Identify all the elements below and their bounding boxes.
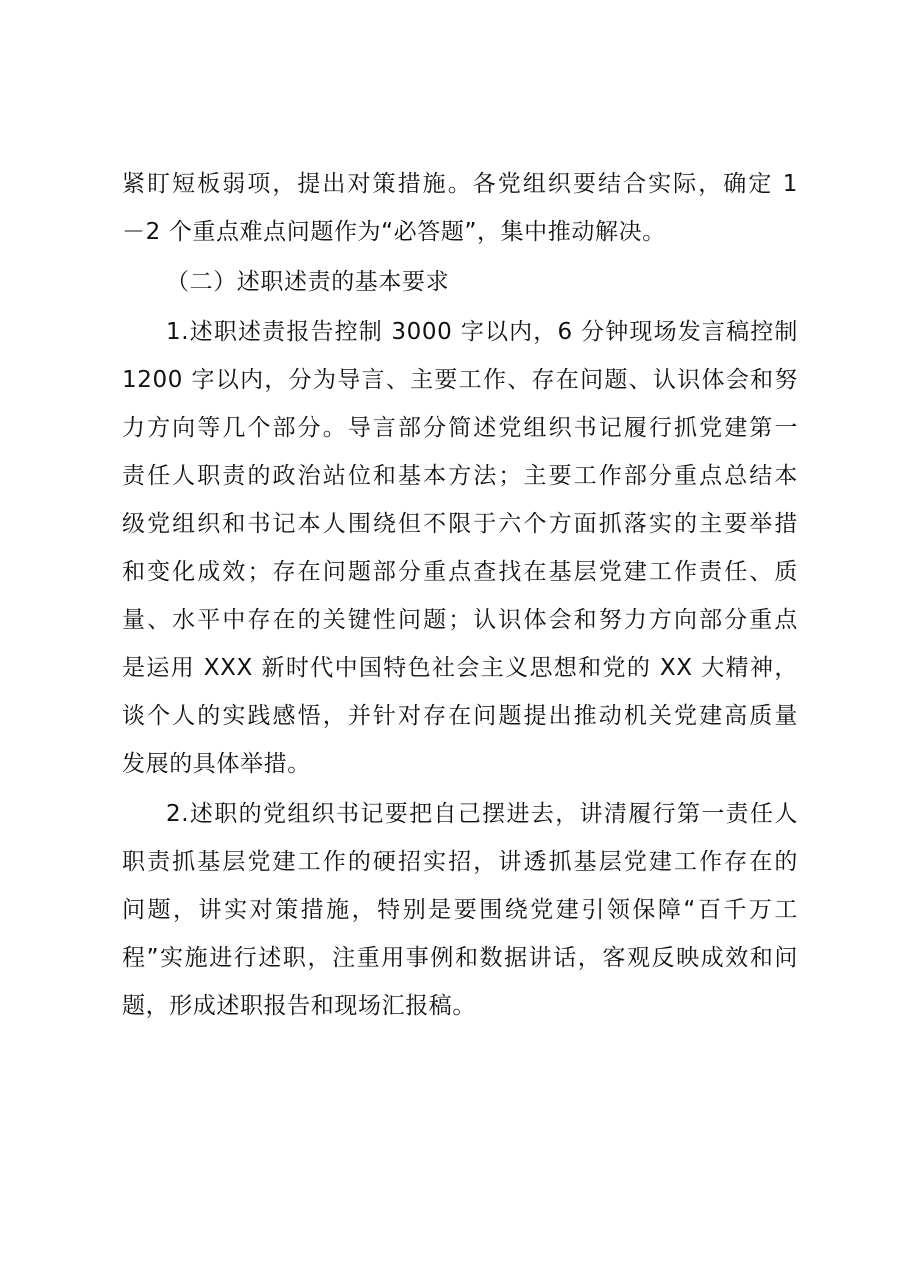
document-body (122, 160, 798, 1030)
text-line: 发展的具体举措。 (122, 751, 311, 777)
text-line: 谈个人的实践感悟，并针对存在问题提出推动机关党建高质量 (122, 703, 798, 729)
text-line: 1200 字以内，分为导言、主要工作、存在问题、认识体会和努 (122, 367, 798, 393)
requirement-item-2 (122, 790, 798, 1030)
text-line: 2.述职的党组织书记要把自己摆进去，讲清履行第一责任人 (166, 801, 798, 827)
text-line: 责任人职责的政治站位和基本方法；主要工作部分重点总结本 (122, 463, 798, 489)
text-line: －2 个重点难点问题作为“必答题”，集中推动解决。 (122, 219, 666, 245)
text-line: 问题，讲实对策措施，特别是要围绕党建引领保障“百千万工 (122, 897, 798, 923)
text-line: 程”实施进行述职，注重用事例和数据讲话，客观反映成效和问 (122, 945, 798, 971)
text-line: 紧盯短板弱项，提出对策措施。各党组织要结合实际，确定 1 (122, 171, 798, 197)
text-line: 量、水平中存在的关键性问题；认识体会和努力方向部分重点 (122, 607, 798, 633)
requirement-item-1 (122, 308, 798, 788)
text-line: 职责抓基层党建工作的硬招实招，讲透抓基层党建工作存在的 (122, 849, 798, 875)
section-heading: （二）述职述责的基本要求 (166, 269, 450, 295)
text-line: 和变化成效；存在问题部分重点查找在基层党建工作责任、质 (122, 559, 798, 585)
text-line: 级党组织和书记本人围绕但不限于六个方面抓落实的主要举措 (122, 511, 798, 537)
text-line: 1.述职述责报告控制 3000 字以内，6 分钟现场发言稿控制 (166, 319, 798, 345)
text-line: 力方向等几个部分。导言部分简述党组织书记履行抓党建第一 (122, 415, 798, 441)
paragraph-continuation (122, 160, 798, 256)
text-line: 是运用 XXX 新时代中国特色社会主义思想和党的 XX 大精神， (122, 655, 798, 681)
section-heading-block (122, 258, 798, 306)
text-line: 题，形成述职报告和现场汇报稿。 (122, 993, 476, 1019)
